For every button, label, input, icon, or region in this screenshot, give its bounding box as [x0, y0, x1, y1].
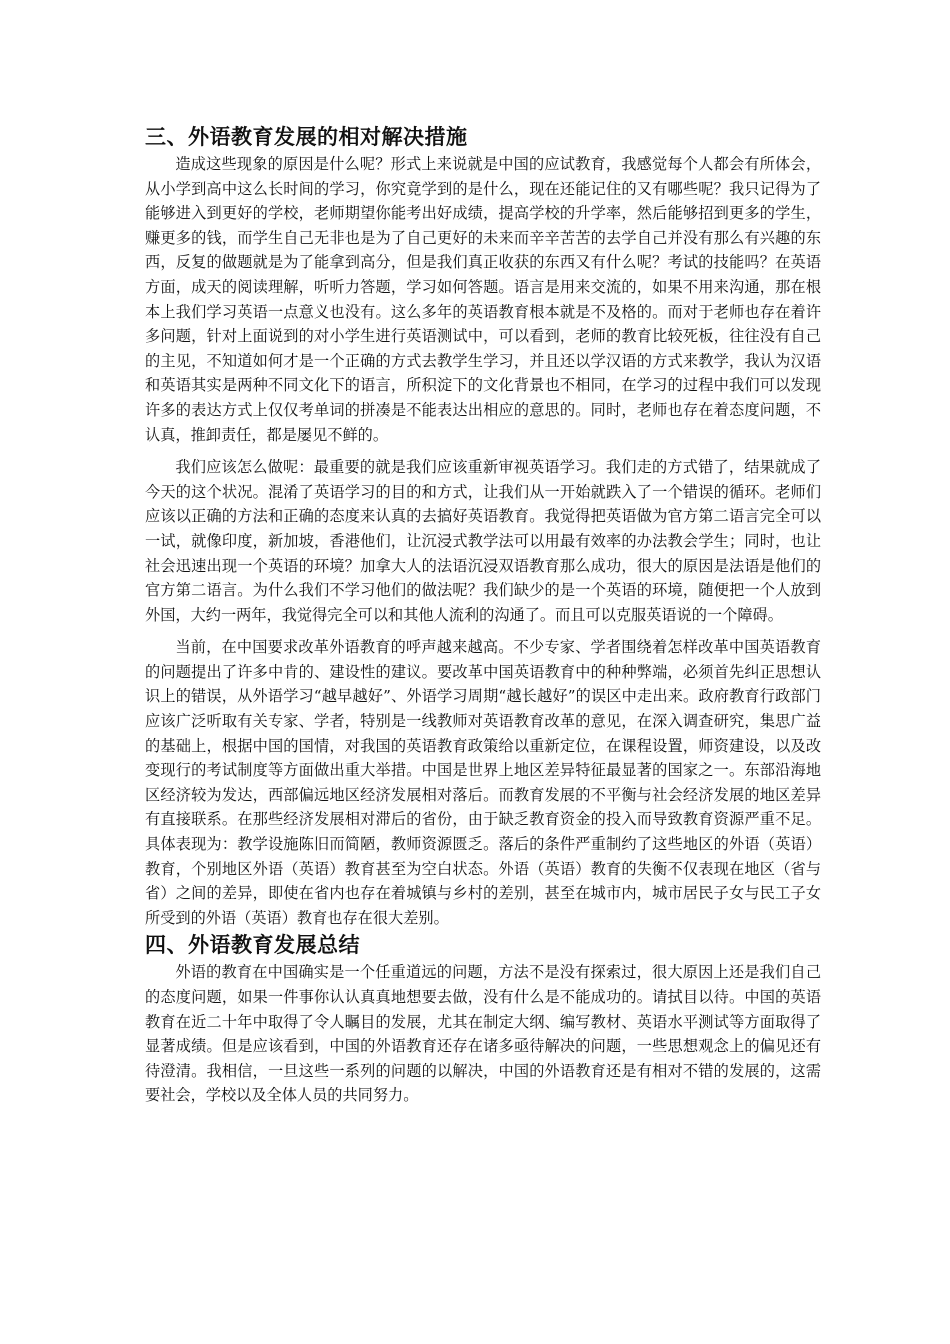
section-3-paragraph-1: 造成这些现象的原因是什么呢？形式上来说就是中国的应试教育，我感觉每个人都会有所体会，从小学到高中这么长时间的学习，你究竟学到的是什么，现在还能记住的又有哪些呢？我只记得为了能够进入到更好的学校，老师期望你能考出好成绩，提高学校的升学率，然后能够招到更多的学生，赚更多的钱，而学生自己无非也是为了自己更好的未来而辛辛苦苦的去学自己并没有那么有兴趣的东西，反复的做题就是为了能拿到高分，但是我们真正收获的东西又有什么呢？考试的技能吗？在英语方面，成天的阅读理解，听听力答题，学习如何答题。语言是用来交流的，如果不用来沟通，那在根本上我们学习英语一点意义也没有。这么多年的英语教育根本就是不及格的。而对于老师也存在着许多问题，针对上面说到的对小学生进行英语测试中，可以看到，老师的教育比较死板，往往没有自己的主见，不知道如何才是一个正确的方式去教学生学习，并且还以学汉语的方式来教学，我认为汉语和英语其实是两种不同文化下的语言，所积淀下的文化背景也不相同，在学习的过程中我们可以发现许多的表达方式上仅仅考单词的拼凑是不能表达出相应的意思的。同时，老师也存在着态度问题，不认真，推卸责任，都是屡见不鲜的。 [145, 155, 821, 444]
section-3-heading: 三、外语教育发展的相对解决措施 [145, 125, 468, 149]
section-4-paragraph-1: 外语的教育在中国确实是一个任重道远的问题，方法不是没有探索过，很大原因上还是我们自己的态度问题，如果一件事你认认真真地想要去做，没有什么是不能成功的。请拭目以待。中国的英语教育在近二十年中取得了令人瞩目的发展，尤其在制定大纲、编写教材、英语水平测试等方面取得了显著成绩。但是应该看到，中国的外语教育还存在诸多亟待解决的问题，一些思想观念上的偏见还有待澄清。我相信，一旦这些一系列的问题的以解决，中国的外语教育还是有相对不错的发展的，这需要社会，学校以及全体人员的共同努力。 [145, 963, 821, 1105]
section-3-paragraph-3: 当前，在中国要求改革外语教育的呼声越来越高。不少专家、学者围绕着怎样改革中国英语教育的问题提出了许多中肯的、建设性的建议。要改革中国英语教育中的种种弊端，必须首先纠正思想认识上的错误，从外语学习“越早越好”、外语学习周期“越长越好”的误区中走出来。政府教育行政部门应该广泛听取有关专家、学者，特别是一线教师对英语教育改革的意见，在深入调查研究，集思广益的基础上，根据中国的国情，对我国的英语教育政策给以重新定位，在课程设置，师资建设，以及改变现行的考试制度等方面做出重大举措。中国是世界上地区差异特征最显著的国家之一。东部沿海地区经济较为发达，西部偏远地区经济发展相对落后。而教育发展的不平衡与社会经济发展的地区差异有直接联系。在那些经济发展相对滞后的省份，由于缺乏教育资金的投入而导致教育资源严重不足。具体表现为：教学设施陈旧而简陋，教师资源匮乏。落后的条件严重制约了这些地区的外语（英语）教育，个别地区外语（英语）教育甚至为空白状态。外语（英语）教育的失衡不仅表现在地区（省与省）之间的差异，即使在省内也存在着城镇与乡村的差别，甚至在城市内，城市居民子女与民工子女所受到的外语（英语）教育也存在很大差别。 [145, 638, 821, 927]
section-4-heading: 四、外语教育发展总结 [145, 933, 360, 958]
document-page [145, 118, 821, 1108]
section-3-paragraph-2: 我们应该怎么做呢：最重要的就是我们应该重新审视英语学习。我们走的方式错了，结果就成了今天的这个状况。混淆了英语学习的目的和方式，让我们从一开始就跌入了一个错误的循环。老师们应该以正确的方法和正确的态度来认真的去搞好英语教育。我觉得把英语做为官方第二语言完全可以一试，就像印度，新加坡，香港他们，让沉浸式教学法可以用最有效率的办法教会学生；同时，也让社会迅速出现一个英语的环境？加拿大人的法语沉浸双语教育那么成功，很大的原因是法语是他们的官方第二语言。为什么我们不学习他们的做法呢？我们缺少的是一个英语的环境，随便把一个人放到外国，大约一两年，我觉得完全可以和其他人流利的沟通了。而且可以克服英语说的一个障碍。 [145, 458, 821, 624]
